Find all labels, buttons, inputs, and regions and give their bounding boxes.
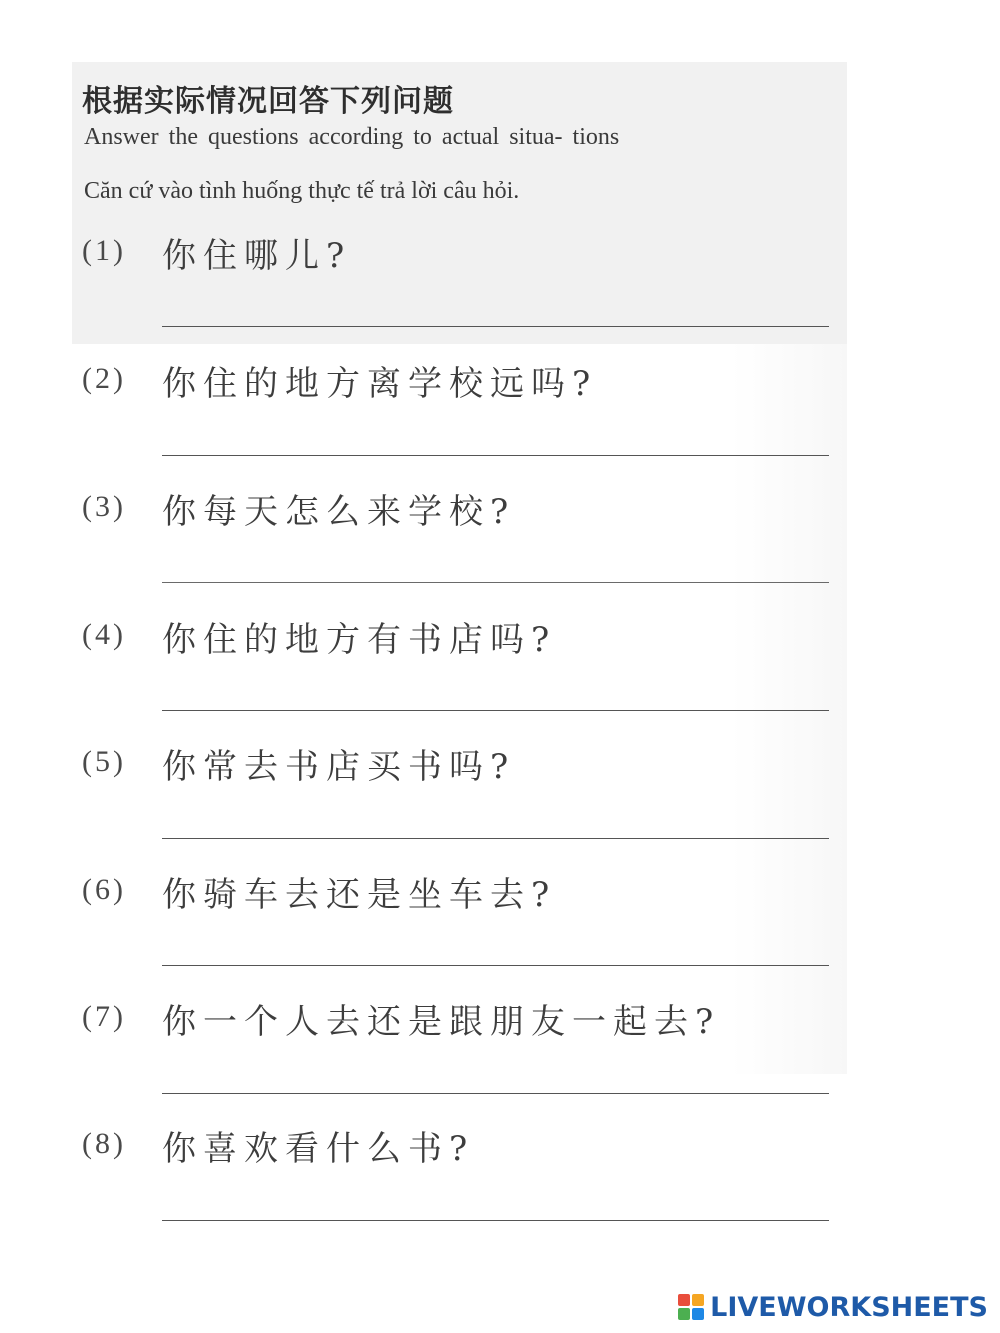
question-text: 你住的地方有书店吗? [162, 620, 557, 660]
answer-line-2[interactable] [162, 455, 829, 456]
answer-line-6[interactable] [162, 965, 829, 966]
liveworksheets-logo-icon [678, 1294, 704, 1320]
answer-line-8[interactable] [162, 1220, 829, 1221]
question-number: (3) [82, 490, 126, 523]
question-number: (5) [82, 745, 126, 778]
question-number: (4) [82, 618, 126, 651]
logo-square-blue [692, 1308, 704, 1320]
question-number: (1) [82, 234, 126, 267]
liveworksheets-text: LIVEWORKSHEETS [710, 1291, 988, 1323]
question-text: 你一个人去还是跟朋友一起去? [162, 1002, 721, 1042]
question-6 [82, 863, 842, 923]
question-4 [82, 608, 842, 668]
liveworksheets-watermark[interactable] [678, 1289, 988, 1325]
question-text: 你骑车去还是坐车去? [162, 875, 557, 915]
question-number: (7) [82, 1000, 126, 1033]
logo-square-orange [692, 1294, 704, 1306]
question-number: (8) [82, 1127, 126, 1160]
question-3 [82, 480, 842, 540]
question-2 [82, 352, 842, 412]
question-7 [82, 990, 842, 1050]
logo-square-green [678, 1308, 690, 1320]
question-5 [82, 735, 842, 795]
logo-square-red [678, 1294, 690, 1306]
question-8 [82, 1117, 842, 1177]
question-text: 你住哪儿? [162, 236, 352, 276]
answer-line-5[interactable] [162, 838, 829, 839]
instruction-title-english: Answer the questions according to actual situa- tions [84, 124, 620, 150]
answer-line-3[interactable] [162, 582, 829, 583]
question-text: 你常去书店买书吗? [162, 747, 516, 787]
question-text: 你住的地方离学校远吗? [162, 364, 598, 404]
answer-line-1[interactable] [162, 326, 829, 327]
question-number: (2) [82, 362, 126, 395]
answer-line-4[interactable] [162, 710, 829, 711]
question-1 [82, 224, 842, 284]
answer-line-7[interactable] [162, 1093, 829, 1094]
question-text: 你每天怎么来学校? [162, 492, 516, 532]
instruction-title-chinese: 根据实际情况回答下列问题 [82, 84, 454, 119]
question-number: (6) [82, 873, 126, 906]
instruction-title-vietnamese: Căn cứ vào tình huống thực tế trả lời câu hỏi. [84, 178, 520, 204]
question-text: 你喜欢看什么书? [162, 1129, 475, 1169]
